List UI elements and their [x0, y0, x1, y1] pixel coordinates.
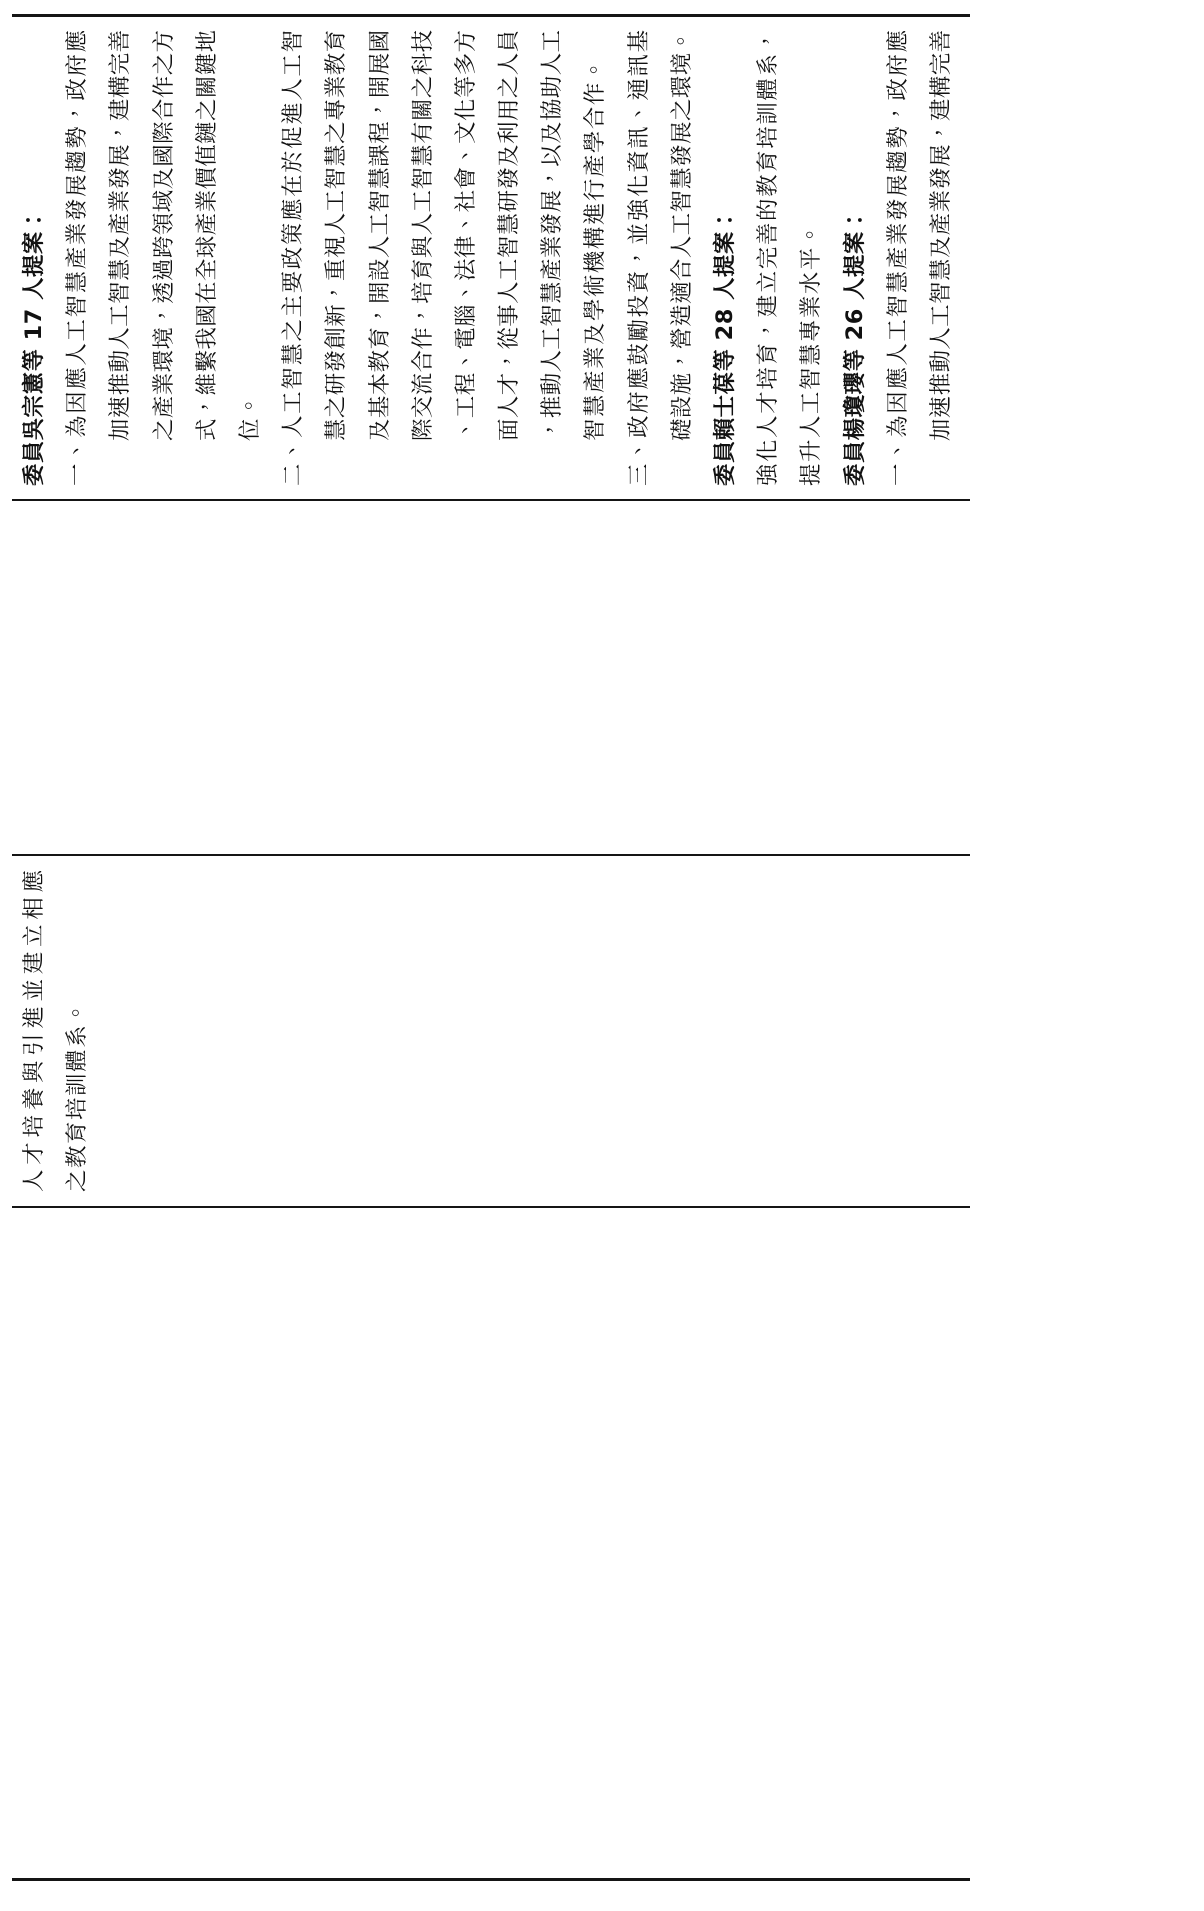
summary-line: 人才培養與引進並建立相應 — [21, 870, 47, 1192]
table-cell-empty — [13, 502, 963, 853]
proposal-item — [877, 30, 963, 486]
proposal-line: 位。 — [236, 393, 263, 441]
proposal-line: 加速推動人工智慧及產業發展，建構完善 — [927, 30, 954, 441]
proposal-item — [618, 30, 704, 486]
proposal-item — [56, 30, 272, 486]
proposal-item — [272, 30, 618, 486]
proposal-line: 慧之研發創新，重視人工智慧之專業教育 — [323, 30, 350, 441]
proposal-line: 提升人工智慧專業水平。 — [798, 222, 825, 486]
table-cell-empty — [13, 1209, 963, 1877]
proposal-block — [834, 30, 964, 486]
proposal-line: 面人才，從事人工智慧研發及利用之人員 — [496, 30, 523, 441]
column-divider — [12, 499, 970, 501]
proposal-line: 式，維繫我國在全球產業價值鏈之關鍵地 — [193, 30, 220, 441]
table-border-bottom — [12, 1878, 970, 1881]
proposal-heading: 委員賴士葆等 28 人提案： — [712, 208, 738, 486]
proposal-line: 三、政府應鼓勵投資，並強化資訊、通訊基 — [625, 30, 652, 486]
proposal-line: 一、為因應人工智慧產業發展趨勢，政府應 — [64, 30, 91, 486]
proposal-line: ，推動人工智慧產業發展，以及協助人工 — [539, 30, 566, 441]
table-border-top — [12, 14, 970, 17]
proposal-heading: 委員楊瓊瓔等 26 人提案： — [841, 208, 868, 486]
proposal-block — [13, 30, 704, 486]
proposal-line: 之產業環境，透過跨領域及國際合作之方 — [150, 30, 177, 441]
proposal-line: 際交流合作，培育與人工智慧有關之科技 — [409, 30, 436, 441]
column-divider — [12, 854, 970, 856]
table-cell-summary — [13, 870, 99, 1192]
table-cell-proposals — [13, 30, 963, 486]
summary-line: 之教育培訓體系。 — [64, 1000, 91, 1192]
proposal-line: 、工程、電腦、法律、社會、文化等多方 — [452, 30, 479, 441]
proposal-block — [704, 30, 834, 486]
proposal-line: 加速推動人工智慧及產業發展，建構完善 — [107, 30, 134, 441]
proposal-line: 智慧產業及學術機構進行產學合作。 — [582, 57, 609, 441]
proposal-item — [747, 30, 833, 486]
proposal-line: 礎設施，營造適合人工智慧發展之環境。 — [668, 30, 695, 441]
proposal-line: 及基本教育，開設人工智慧課程，開展國 — [366, 30, 393, 441]
proposal-line: 強化人才培育，建立完善的教育培訓體系， — [755, 30, 782, 486]
proposal-heading: 委員吳宗憲等 17 人提案： — [21, 208, 47, 486]
column-divider — [12, 1206, 970, 1208]
proposal-line: 二、人工智慧之主要政策應在於促進人工智 — [280, 30, 307, 486]
proposal-line: 一、為因應人工智慧產業發展趨勢，政府應 — [884, 30, 911, 486]
